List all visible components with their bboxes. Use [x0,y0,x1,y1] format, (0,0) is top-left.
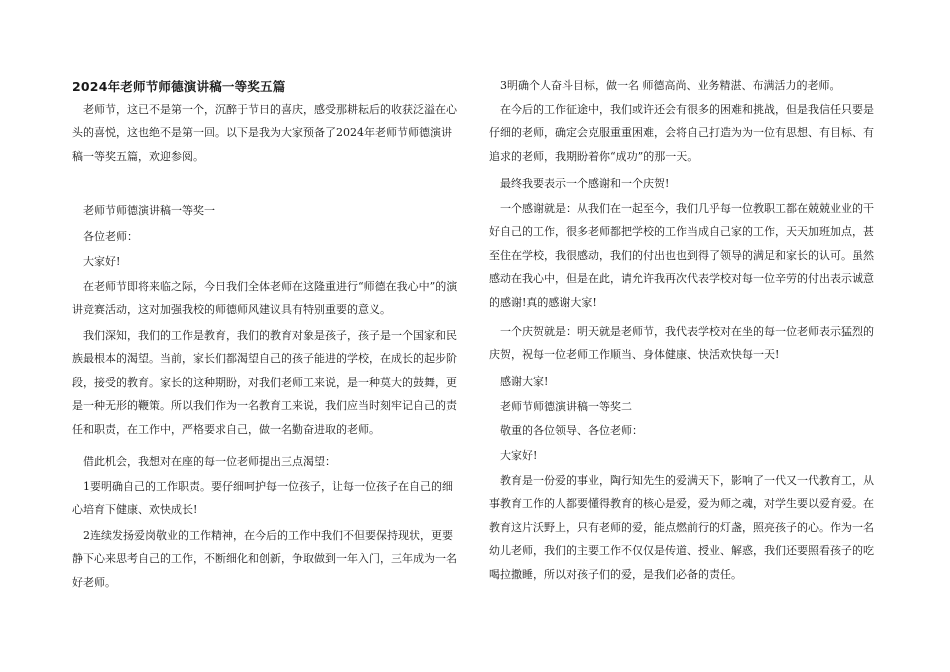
paragraph: 在今后的工作征途中，我们或许还会有很多的困难和挑战，但是我信任只要是仔细的老师，确定会克服重重困难，会将自己打造为为一位有思想、有目标、有追求的老师，我期盼着你“成功”的那一天。 [489,103,874,163]
paragraph: 借此机会，我想对在座的每一位老师提出三点渴望： [83,455,336,468]
section-heading-1: 老师节师德演讲稿一等奖一 [83,204,215,217]
greeting: 大家好! [500,449,538,462]
section-heading-2: 老师节师德演讲稿一等奖二 [500,400,632,413]
paragraph: 教育是一份爱的事业，陶行知先生的爱满天下，影响了一代又一代教育工，从事教育工作的人都要懂得教育的核心是爱，爱为师之魂，对学生要以爱育爱。在教育这片沃野上，只有老师的爱，能点燃前行的灯盏，照亮孩子的心。作为一名幼儿老师，我们的主要工作不仅仅是传道、授业、解惑，我们还要照看孩子的吃喝拉撒睡，所以对孩子们的爱，是我们必备的责任。 [489,474,874,581]
paragraph: 感谢大家! [500,375,549,388]
paragraph: 一个庆贺就是：明天就是老师节，我代表学校对在坐的每一位老师表示猛烈的庆贺，祝每一位老师工作顺当、身体健康、快活欢快每一天! [489,325,874,362]
paragraph: 最终我要表示一个感谢和一个庆贺! [500,177,670,190]
list-item: 3明确个人奋斗目标，做一名 师德高尚、业务精湛、布满活力的老师。 [500,79,841,92]
paragraph: 一个感谢就是：从我们在一起至今，我们几乎每一位教职工都在兢兢业业的干好自己的工作，很多老师都把学校的工作当成自己家的工作，天天加班加点，甚至住在学校，我很感动，我们的付出也也到得了领导的满足和家长的认可。虽然感动在我心中，但是在此，请允许我再次代表学校对每一位辛劳的付出表示诚意的感谢!真的感谢大家! [489,202,874,309]
list-item: 1要明确自己的工作职责。要仔细呵护每一位孩子，让每一位孩子在自己的细心培育下健康、欢快成长! [72,480,453,517]
greeting: 大家好! [83,255,121,268]
intro-paragraph: 老师节，这已不是第一个，沉醉于节日的喜庆，感受那耕耘后的收获泛溢在心头的喜悦，这也绝不是第一回。以下是我为大家预备了2024年老师节师德演讲稿一等奖五篇，欢迎参阅。 [72,103,457,163]
list-item: 2连续发扬爱岗敬业的工作精神，在今后的工作中我们不但要保持现状，更要静下心来思考自己的工作，不断细化和创新，争取做到一年入门，三年成为一名好老师。 [72,529,457,589]
salutation: 敬重的各位领导、各位老师： [500,424,643,437]
salutation: 各位老师： [83,230,138,243]
paragraph: 在老师节即将来临之际，今日我们全体老师在这隆重进行“师德在我心中”的演讲竞赛活动，这对加强我校的师德师风建议具有特别重要的意义。 [72,280,458,317]
document-title: 2024年老师节师德演讲稿一等奖五篇 [72,79,286,94]
paragraph: 我们深知，我们的工作是教育，我们的教育对象是孩子，孩子是一个国家和民族最根本的渴望。当前，家长们都渴望自己的孩子能进的学校，在成长的起步阶段，接受的教育。家长的这种期盼，对我们老师工来说，是一种莫大的鼓舞，更是一种无形的鞭策。所以我们作为一名教育工来说，我们应当时刻牢记自己的责任和职责，在工作中，严格要求自己，做一名勤奋进取的老师。 [72,329,457,436]
